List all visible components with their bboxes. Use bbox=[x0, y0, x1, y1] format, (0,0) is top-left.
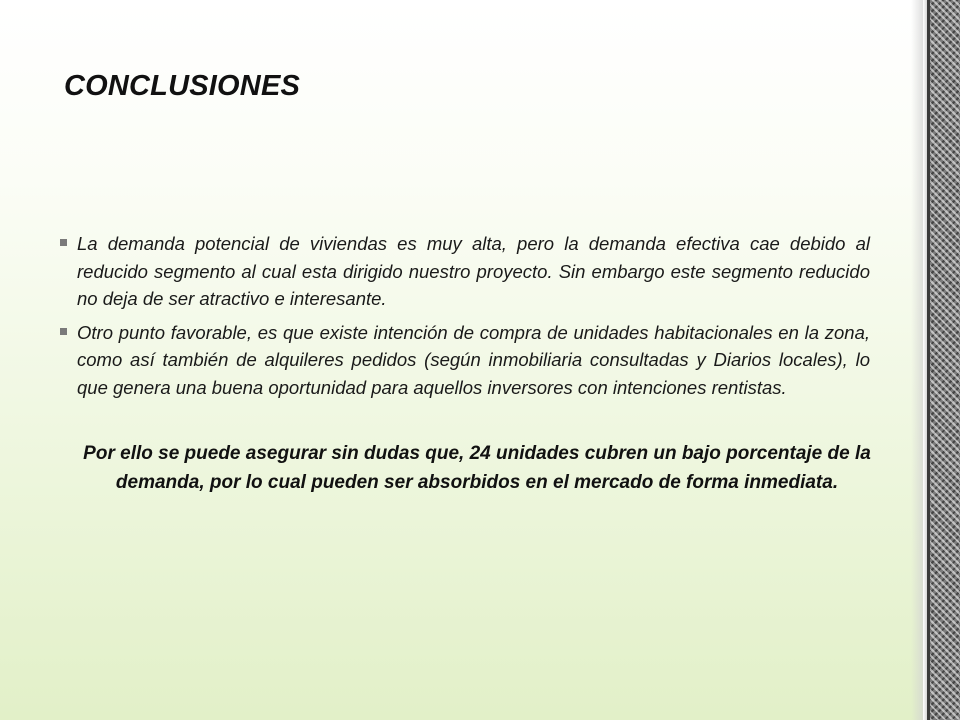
frame-shadow bbox=[911, 0, 923, 720]
bullet-item bbox=[60, 319, 870, 402]
bullet-text: Otro punto favorable, es que existe intención de compra de unidades habitacionales en la zona, como así también de alquileres pedidos (según inmobiliaria consultadas y Diarios locales), lo que genera una buena oportunidad para aquellos inversores con intenciones rentistas. bbox=[77, 321, 870, 398]
bullet-list bbox=[60, 230, 870, 407]
square-bullet-icon bbox=[60, 239, 67, 246]
slide-title: CONCLUSIONES bbox=[64, 70, 301, 102]
square-bullet-icon bbox=[60, 328, 67, 335]
decorative-frame-strip bbox=[930, 0, 960, 720]
conclusion-text: Por ello se puede asegurar sin dudas que, 24 unidades cubren un bajo porcentaje de la demanda, por lo cual pueden ser absorbidos en el mercado de forma inmediata. bbox=[83, 443, 871, 493]
bullet-item bbox=[60, 230, 870, 313]
bullet-text: La demanda potencial de viviendas es muy alta, pero la demanda efectiva cae debido al reducido segmento al cual esta dirigido nuestro proyecto. Sin embargo este segmento reducido no deja de ser atractivo e interesante. bbox=[77, 233, 870, 309]
